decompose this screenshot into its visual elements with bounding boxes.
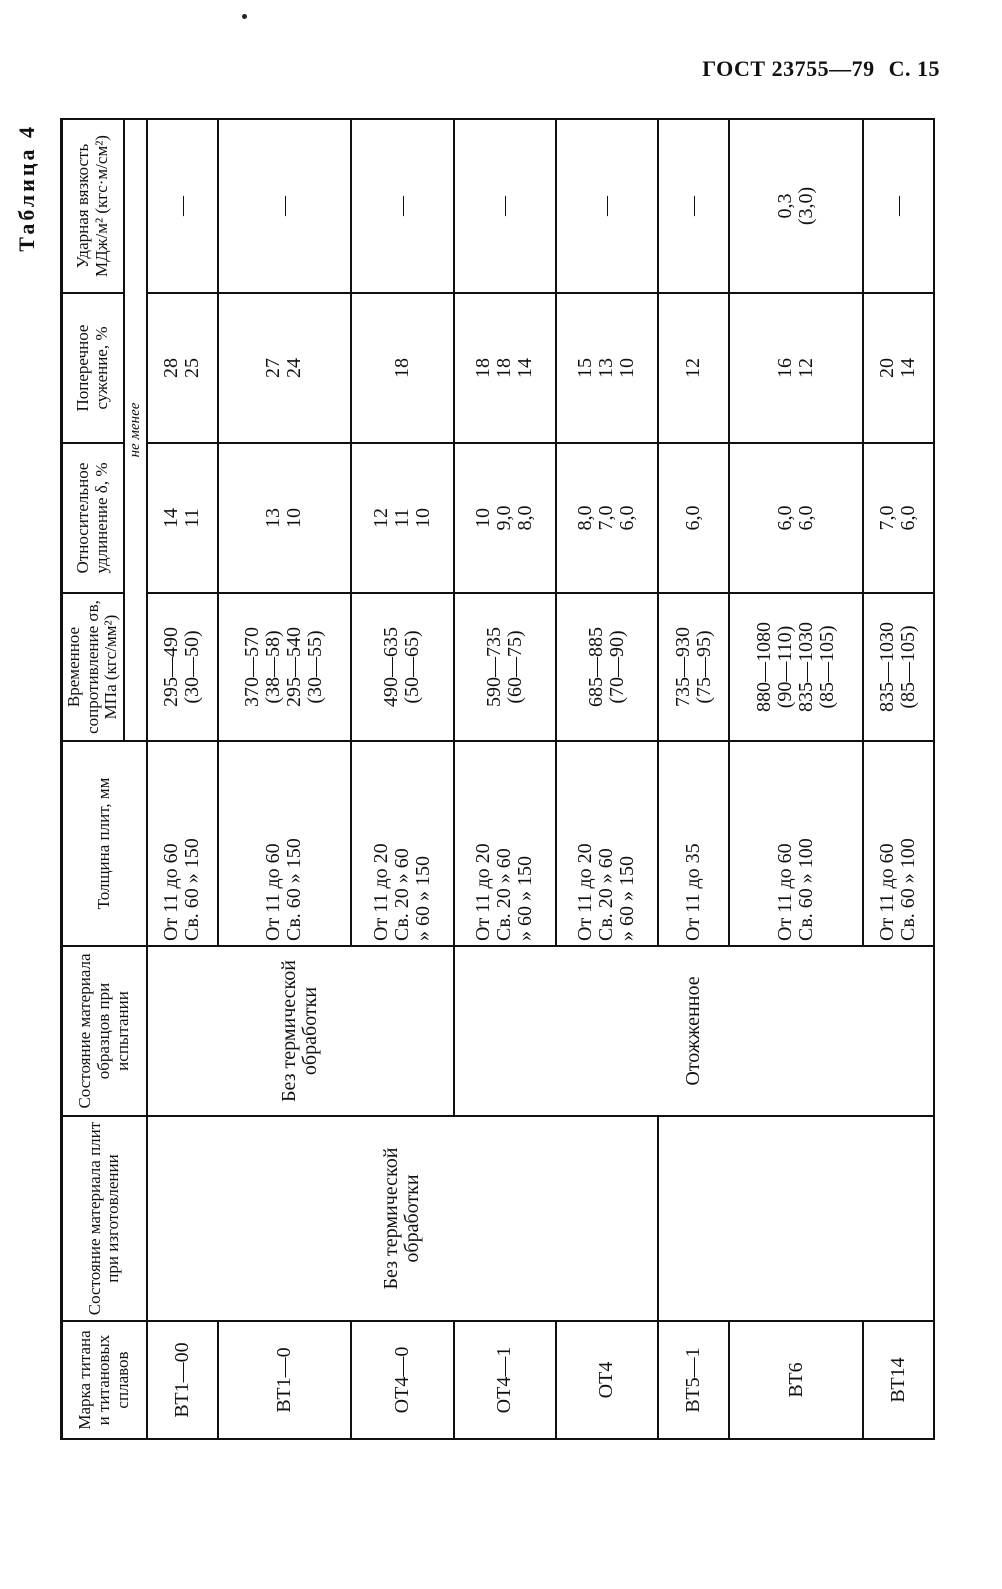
col-header-strength: Временное сопротивление σв, МПа (кгс/мм²) [62, 593, 125, 741]
thickness-line: Св. 20 » 60 [493, 848, 516, 941]
cell-state-manufacture: Без термической обработки [147, 1116, 659, 1321]
cell-elongation [863, 443, 934, 593]
cell-strength [863, 593, 934, 741]
cell-thickness [729, 741, 862, 946]
elong-line: 9,0 [493, 505, 516, 531]
rotated-table [14, 120, 935, 1440]
narrow-line: 14 [897, 358, 920, 378]
narrow-line: 10 [616, 358, 639, 378]
strength-line: 735—930 [671, 627, 694, 707]
cell-mark: ВТ5—1 [658, 1321, 729, 1439]
elong-line: 7,0 [595, 505, 618, 531]
cell-thickness [351, 741, 453, 946]
table-caption: Таблица 4 [14, 124, 39, 252]
strength-line: (30—50) [181, 630, 204, 704]
cell-impact: — [863, 119, 934, 293]
cell-impact: — [218, 119, 351, 293]
cell-narrowing: 18 [351, 293, 453, 443]
strength-line: 835—1030 [795, 622, 818, 712]
impact-line: (3,0) [795, 186, 818, 226]
col-header-thickness: Толщина плит, мм [62, 741, 147, 946]
min-note: не менее [124, 119, 147, 741]
elong-line: 10 [411, 508, 434, 528]
elong-line: 6,0 [774, 505, 797, 531]
table-container [14, 120, 935, 1440]
page-number: С. 15 [888, 56, 940, 81]
narrow-line: 16 [774, 358, 797, 378]
elong-line: 12 [369, 508, 392, 528]
thickness-line: От 11 до 60 [876, 843, 899, 941]
narrow-line: 24 [283, 358, 306, 378]
cell-elongation [556, 443, 658, 593]
thickness-line: От 11 до 60 [160, 843, 183, 941]
thickness-line: » 60 » 150 [616, 856, 639, 941]
elong-line: 11 [390, 508, 413, 528]
col-header-state-test: Состояние материала образцов при испытании [62, 946, 147, 1116]
narrow-line: 20 [876, 358, 899, 378]
print-speck [242, 14, 247, 19]
thickness-line: От 11 до 20 [472, 843, 495, 941]
cell-mark: ОТ4 [556, 1321, 658, 1439]
elong-line: 7,0 [876, 505, 899, 531]
cell-elongation [218, 443, 351, 593]
cell-strength [556, 593, 658, 741]
cell-strength [729, 593, 862, 741]
cell-strength [658, 593, 729, 741]
strength-line: (85—105) [816, 625, 839, 709]
cell-thickness [863, 741, 934, 946]
cell-mark: ВТ1—0 [218, 1321, 351, 1439]
cell-state-test: Без термической обработки [147, 946, 454, 1116]
cell-mark: ВТ1—00 [147, 1321, 218, 1439]
elong-line: 6,0 [897, 505, 920, 531]
narrow-line: 15 [574, 358, 597, 378]
narrow-line: 25 [181, 358, 204, 378]
elong-line: 14 [160, 508, 183, 528]
col-header-state-manufacture: Состояние материала плит при изготовлении [62, 1116, 147, 1321]
col-header-mark: Марка титана и титановых сплавов [62, 1321, 147, 1439]
elong-line: 10 [283, 508, 306, 528]
cell-impact: — [454, 119, 556, 293]
cell-thickness [556, 741, 658, 946]
col-header-elongation: Относительное удлинение δ, % [62, 443, 125, 593]
thickness-line: » 60 » 150 [514, 856, 537, 941]
strength-line: 370—570 [241, 627, 264, 707]
cell-strength [147, 593, 218, 741]
thickness-line: От 11 до 20 [574, 843, 597, 941]
thickness-line: От 11 до 60 [774, 843, 797, 941]
strength-line: 590—735 [482, 627, 505, 707]
thickness-line: Св. 60 » 150 [181, 838, 204, 941]
cell-mark: ОТ4—1 [454, 1321, 556, 1439]
strength-line: (75—95) [692, 630, 715, 704]
elong-line: 11 [181, 508, 204, 528]
elong-line: 10 [472, 508, 495, 528]
cell-narrowing [556, 293, 658, 443]
cell-impact: — [556, 119, 658, 293]
strength-line: 295—540 [283, 627, 306, 707]
strength-line: 490—635 [380, 627, 403, 707]
cell-impact: — [658, 119, 729, 293]
cell-thickness [218, 741, 351, 946]
strength-line: (60—75) [503, 630, 526, 704]
strength-line: (50—65) [401, 630, 424, 704]
thickness-line: От 11 до 20 [369, 843, 392, 941]
cell-thickness [454, 741, 556, 946]
page-header [702, 56, 940, 82]
cell-state-manufacture-lower [658, 1116, 934, 1321]
strength-line: (70—90) [605, 630, 628, 704]
cell-thickness [658, 741, 729, 946]
narrow-line: 18 [493, 358, 516, 378]
cell-narrowing [218, 293, 351, 443]
cell-impact [729, 119, 862, 293]
col-header-narrowing: Поперечное сужение, % [62, 293, 125, 443]
table-row [658, 119, 729, 1439]
cell-elongation [454, 443, 556, 593]
cell-mark: ВТ6 [729, 1321, 862, 1439]
cell-mark: ВТ14 [863, 1321, 934, 1439]
thickness-line: » 60 » 150 [411, 856, 434, 941]
elong-line: 8,0 [574, 505, 597, 531]
cell-impact: — [351, 119, 453, 293]
strength-line: (38—58) [262, 630, 285, 704]
strength-line: (30—55) [304, 630, 327, 704]
cell-mark: ОТ4—0 [351, 1321, 453, 1439]
elong-line: 8,0 [514, 505, 537, 531]
thickness-line: Св. 60 » 100 [795, 838, 818, 941]
strength-line: 835—1030 [876, 622, 899, 712]
cell-strength [454, 593, 556, 741]
cell-narrowing: 12 [658, 293, 729, 443]
elong-line: 6,0 [795, 505, 818, 531]
thickness-line: От 11 до 35 [682, 843, 705, 941]
cell-strength [218, 593, 351, 741]
cell-elongation [351, 443, 453, 593]
narrow-line: 27 [262, 358, 285, 378]
strength-line: 295—490 [160, 627, 183, 707]
strength-line: 685—885 [584, 627, 607, 707]
narrow-line: 13 [595, 358, 618, 378]
table-header-row [62, 119, 125, 1439]
thickness-line: Св. 20 » 60 [595, 848, 618, 941]
thickness-line: От 11 до 60 [262, 843, 285, 941]
properties-table [60, 118, 935, 1440]
cell-thickness [147, 741, 218, 946]
cell-impact: — [147, 119, 218, 293]
standard-number: ГОСТ 23755—79 [702, 56, 875, 81]
table-row [147, 119, 218, 1439]
thickness-line: Св. 20 » 60 [390, 848, 413, 941]
strength-line: 880—1080 [753, 622, 776, 712]
thickness-line: Св. 60 » 100 [897, 838, 920, 941]
narrow-line: 28 [160, 358, 183, 378]
elong-line: 13 [262, 508, 285, 528]
cell-narrowing [147, 293, 218, 443]
cell-strength [351, 593, 453, 741]
impact-line: 0,3 [774, 193, 797, 219]
cell-elongation: 6,0 [658, 443, 729, 593]
cell-elongation [147, 443, 218, 593]
strength-line: (85—105) [897, 625, 920, 709]
cell-narrowing [863, 293, 934, 443]
cell-elongation [729, 443, 862, 593]
cell-narrowing [454, 293, 556, 443]
cell-state-test: Отожженное [454, 946, 935, 1116]
elong-line: 6,0 [616, 505, 639, 531]
narrow-line: 14 [514, 358, 537, 378]
strength-line: (90—110) [774, 625, 797, 709]
thickness-line: Св. 60 » 150 [283, 838, 306, 941]
cell-narrowing [729, 293, 862, 443]
col-header-impact: Ударная вязкость МДж/м² (кгс·м/см²) [62, 119, 125, 293]
narrow-line: 18 [472, 358, 495, 378]
narrow-line: 12 [795, 358, 818, 378]
